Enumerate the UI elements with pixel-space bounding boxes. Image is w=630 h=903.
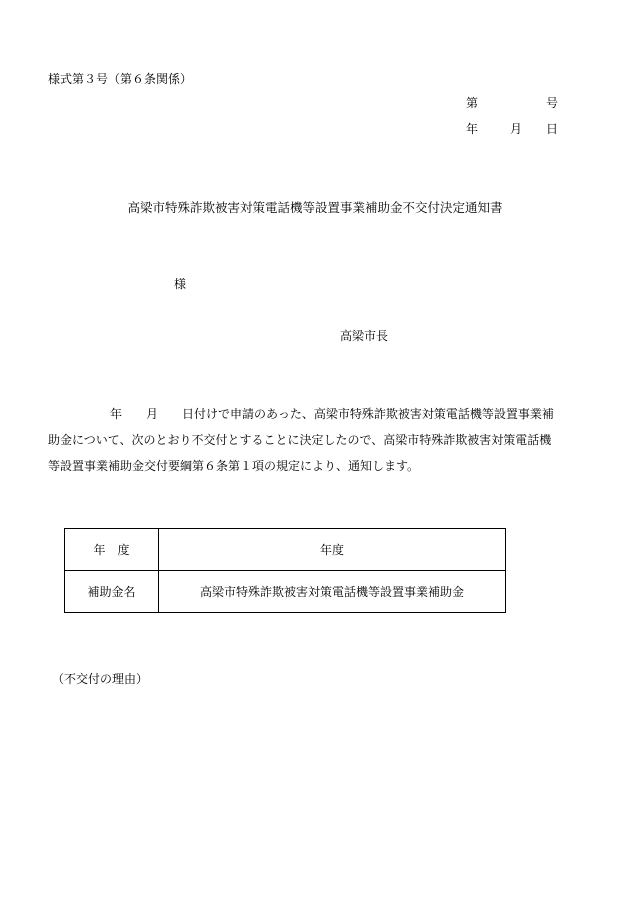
table-row — [65, 571, 506, 613]
document-title: 高梁市特殊詐欺被害対策電話機等設置事業補助金不交付決定通知書 — [127, 200, 503, 215]
date-day: 日 — [545, 122, 558, 136]
document-number-prefix: 第 — [466, 96, 479, 110]
recipient-honorific: 様 — [174, 277, 187, 291]
date-month: 月 — [510, 122, 523, 136]
table-label-fiscal-year: 年 度 — [65, 529, 159, 571]
body-line-1-text: 日付けで申請のあった、高梁市特殊詐欺被害対策電話機等設置事業補 — [182, 407, 554, 421]
form-number: 様式第３号（第６条関係） — [48, 72, 193, 86]
body-line-2: 助金について、次のとおり不交付とすることに決定したので、高梁市特殊詐欺被害対策電話機 — [48, 433, 552, 447]
table-value-subsidy-name: 高梁市特殊詐欺被害対策電話機等設置事業補助金 — [159, 571, 506, 613]
body-paragraph — [48, 401, 588, 479]
body-month: 月 — [146, 407, 159, 421]
date-year: 年 — [466, 122, 479, 136]
subsidy-info-table — [64, 528, 506, 613]
body-line-1 — [48, 401, 588, 427]
body-line-3: 等設置事業補助金交付要綱第６条第１項の規定により、通知します。 — [48, 459, 420, 473]
sender-name: 高梁市長 — [340, 329, 389, 343]
table-label-subsidy-name: 補助金名 — [65, 571, 159, 613]
body-year: 年 — [110, 407, 123, 421]
document-number-suffix: 号 — [545, 96, 558, 110]
table-value-fiscal-year: 年度 — [159, 529, 506, 571]
non-grant-reason-label: （不交付の理由） — [52, 672, 149, 686]
table-row — [65, 529, 506, 571]
